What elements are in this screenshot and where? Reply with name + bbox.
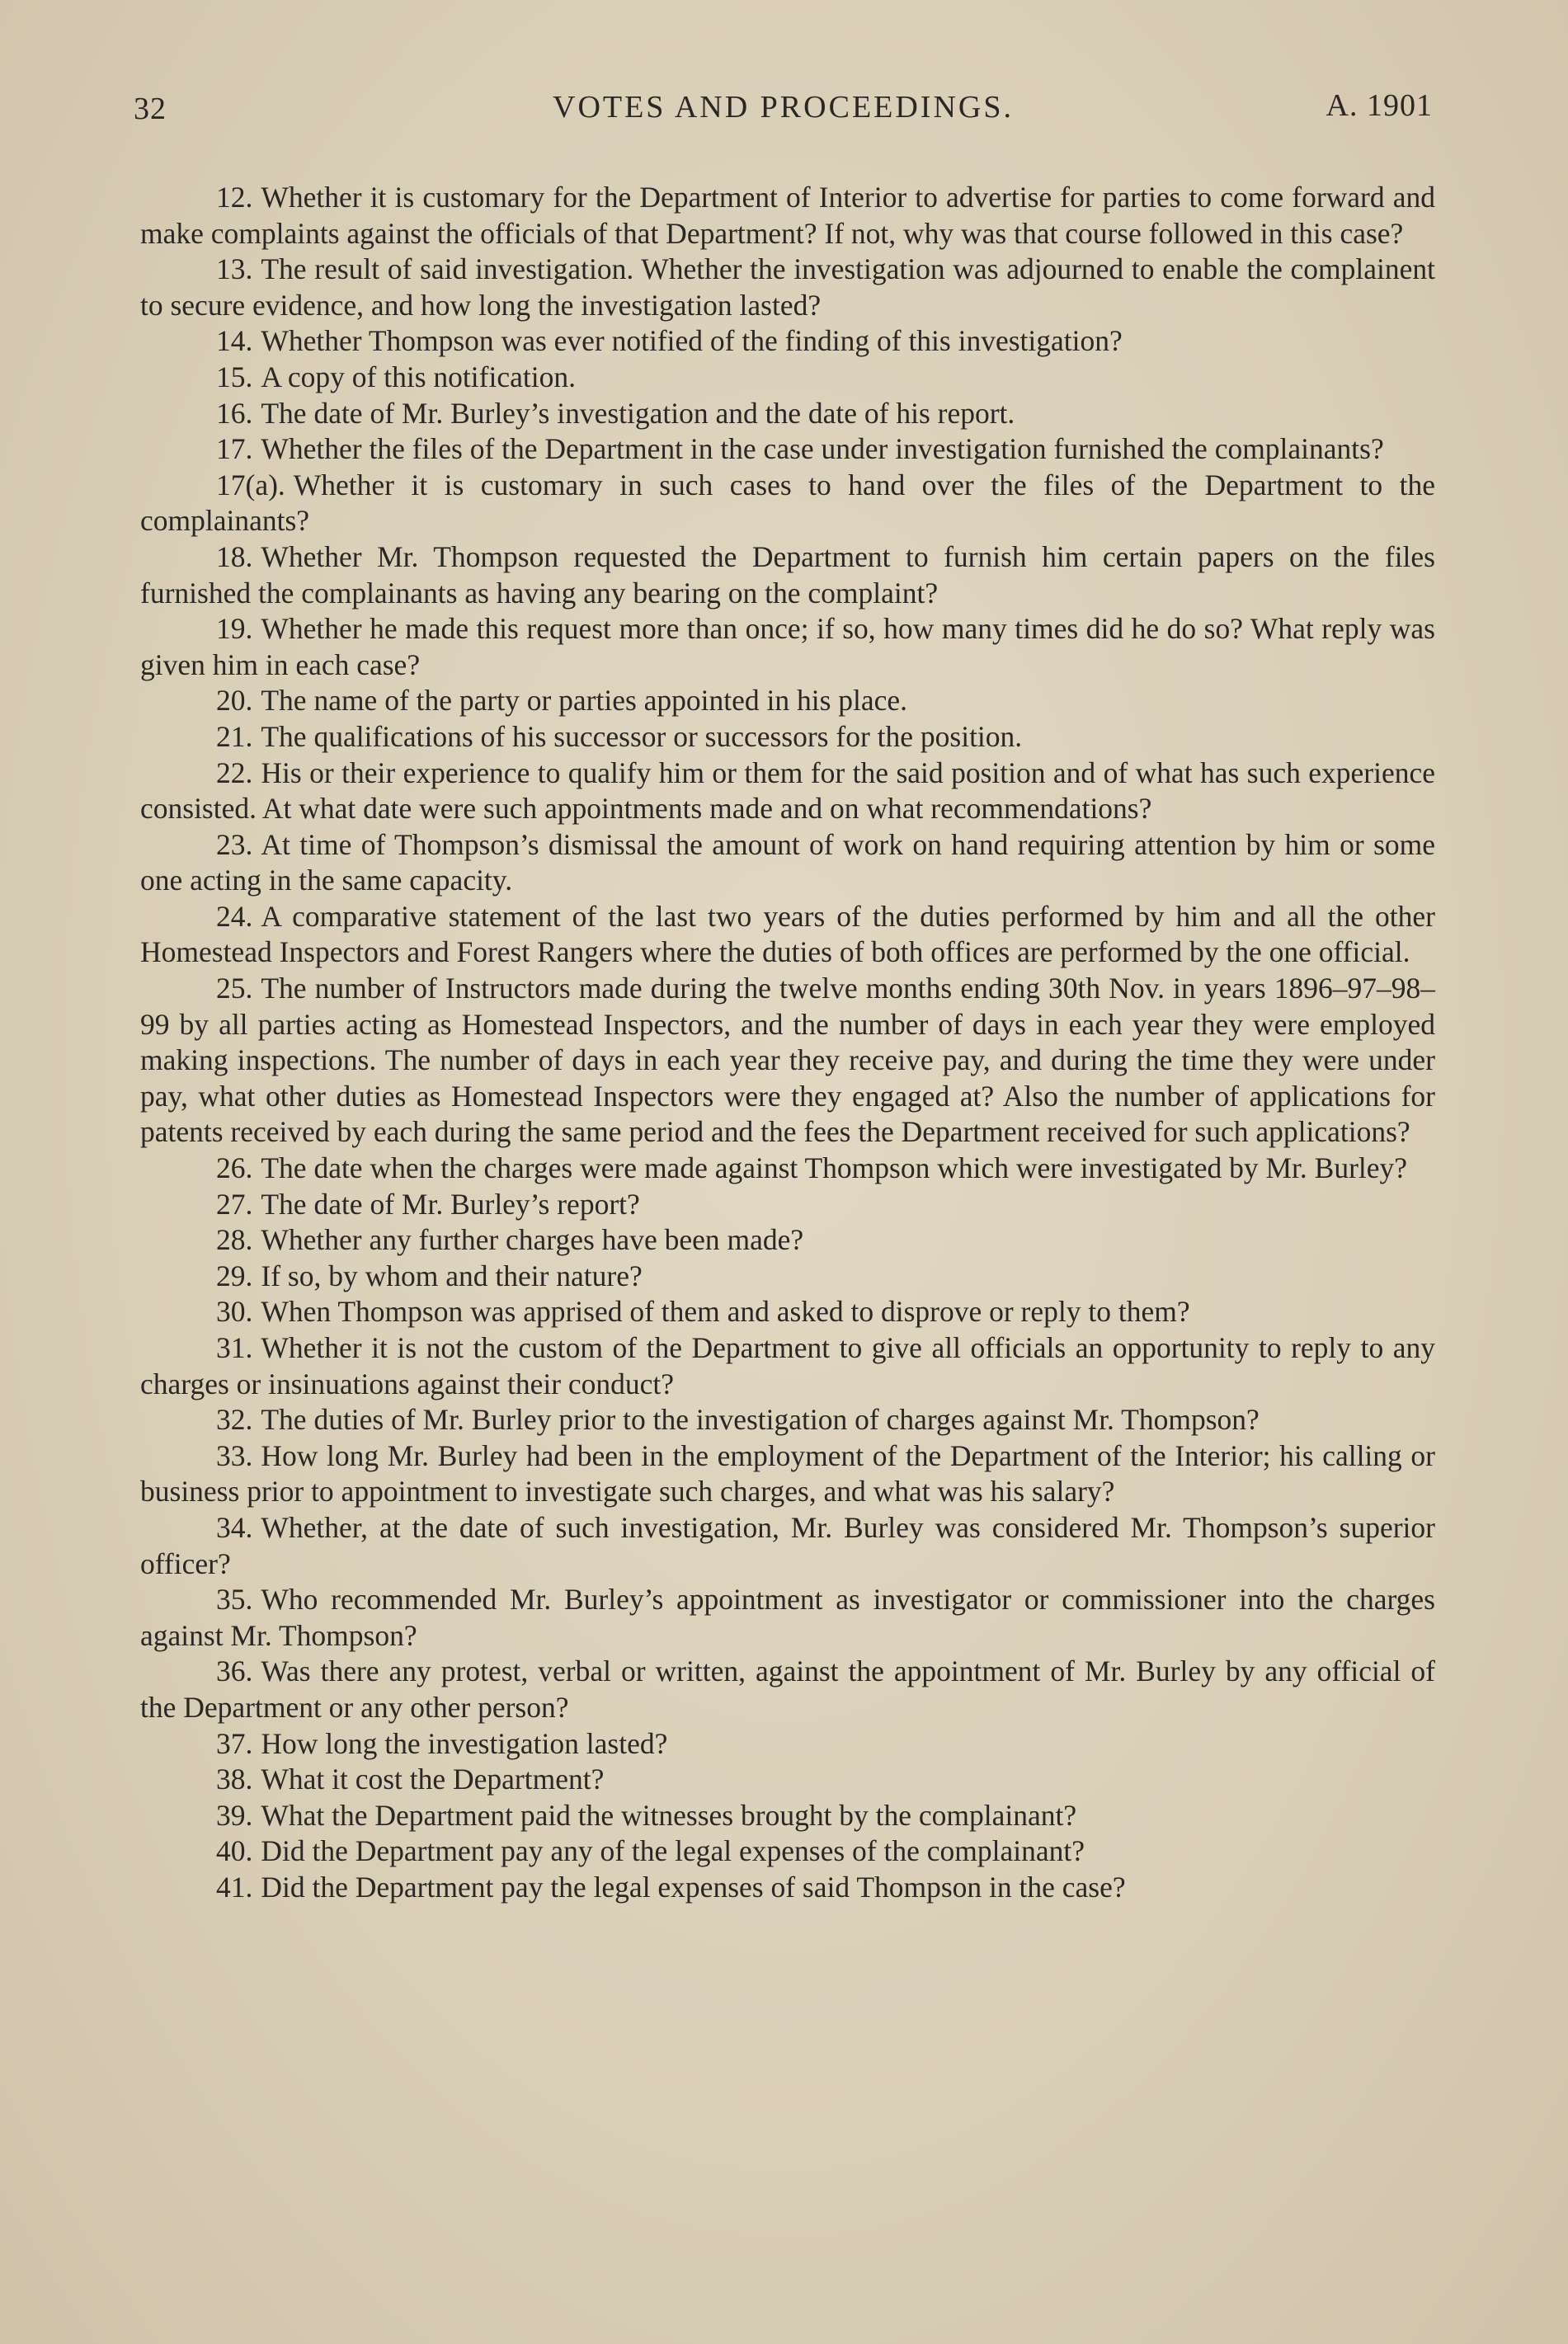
question-number: 33. xyxy=(216,1438,253,1472)
question-item xyxy=(140,719,1435,755)
question-number: 22. xyxy=(216,755,253,789)
question-item xyxy=(140,396,1435,432)
question-text: What it cost the Department? xyxy=(261,1763,605,1796)
question-text: Whether, at the date of such investigation, Mr. Burley was considered Mr. Thompson’s superior officer? xyxy=(140,1510,1435,1580)
question-item xyxy=(140,1438,1435,1510)
question-text: The number of Instructors made during the twelve months ending 30th Nov. in years 1896–97–98–99 by all parties acting as Homestead Inspectors, and the number of days in each year they were employed making inspections. The number of days in each year they receive pay, and during the time they were under pay, what other duties as Homestead Inspectors were they engaged at? Also the number of applications for patents received by each during the same period and the fees the Department received for such applications? xyxy=(140,972,1435,1149)
question-number: 16. xyxy=(216,396,253,430)
question-text: A copy of this notification. xyxy=(261,360,576,393)
question-number: 12. xyxy=(216,181,253,214)
question-number: 26. xyxy=(216,1151,253,1185)
question-item xyxy=(140,1833,1435,1870)
question-text: How long the investigation lasted? xyxy=(261,1726,668,1760)
question-text: A comparative statement of the last two years of the duties performed by him and all the other Homestead Inspectors and Forest Rangers where the duties of both offices are performed by the one official. xyxy=(140,899,1435,969)
question-text: Whether any further charges have been made? xyxy=(261,1223,804,1257)
question-item xyxy=(140,755,1435,827)
question-number: 37. xyxy=(216,1726,253,1760)
question-number: 20. xyxy=(216,684,253,718)
question-item xyxy=(140,1870,1435,1906)
question-item xyxy=(140,1294,1435,1330)
question-number: 14. xyxy=(216,324,253,358)
question-item xyxy=(140,611,1435,683)
question-number: 24. xyxy=(216,899,253,933)
question-item xyxy=(140,1330,1435,1402)
question-item xyxy=(140,1762,1435,1798)
question-item xyxy=(140,1151,1435,1187)
question-number: 34. xyxy=(216,1510,253,1544)
question-number: 29. xyxy=(216,1259,253,1292)
running-title: VOTES AND PROCEEDINGS. xyxy=(553,90,1014,125)
question-number: 15. xyxy=(216,360,253,393)
question-number: 19. xyxy=(216,612,253,646)
page-number: 32 xyxy=(134,92,167,126)
question-text: The qualifications of his successor or successors for the position. xyxy=(261,719,1023,753)
question-number: 38. xyxy=(216,1763,253,1796)
question-number: 40. xyxy=(216,1834,253,1868)
question-text: Whether he made this request more than once; if so, how many times did he do so? What reply was given him in each case? xyxy=(140,612,1435,681)
question-text: His or their experience to qualify him or them for the said position and of what has such experience consisted. At what date were such appointments made and on what recommendations? xyxy=(140,755,1435,826)
question-text: Was there any protest, verbal or written, against the appointment of Mr. Burley by any official of the Department or any other person? xyxy=(140,1654,1435,1724)
question-number: 17(a). xyxy=(216,468,285,501)
question-text: The date when the charges were made against Thompson which were investigated by Mr. Burley? xyxy=(261,1151,1408,1185)
question-item xyxy=(140,1654,1435,1725)
question-text: The result of said investigation. Whether the investigation was adjourned to enable the complainent to secure evidence, and how long the investigation lasted? xyxy=(140,252,1435,322)
question-item xyxy=(140,827,1435,899)
question-number: 35. xyxy=(216,1583,253,1617)
question-number: 18. xyxy=(216,539,253,573)
question-item xyxy=(140,1726,1435,1763)
question-item xyxy=(140,683,1435,719)
question-item xyxy=(140,539,1435,611)
question-number: 39. xyxy=(216,1798,253,1832)
question-item xyxy=(140,360,1435,396)
question-item xyxy=(140,971,1435,1151)
question-item xyxy=(140,1187,1435,1223)
question-item xyxy=(140,180,1435,252)
question-number: 30. xyxy=(216,1295,253,1329)
question-item xyxy=(140,468,1435,539)
question-number: 28. xyxy=(216,1223,253,1257)
question-number: 41. xyxy=(216,1870,253,1904)
question-text: Whether Mr. Thompson requested the Department to furnish him certain papers on the files furnished the complainants as having any bearing on the complaint? xyxy=(140,539,1435,610)
question-item xyxy=(140,1798,1435,1834)
question-text: How long Mr. Burley had been in the employment of the Department of the Interior; his calling or business prior to appointment to investigate such charges, and what was his salary? xyxy=(140,1438,1435,1509)
question-number: 27. xyxy=(216,1187,253,1221)
question-item xyxy=(140,1259,1435,1295)
year-reference: A. 1901 xyxy=(1326,88,1433,123)
question-number: 32. xyxy=(216,1403,253,1437)
question-number: 25. xyxy=(216,972,253,1005)
question-text: If so, by whom and their nature? xyxy=(261,1259,643,1292)
question-number: 31. xyxy=(216,1331,253,1364)
question-text: When Thompson was apprised of them and asked to disprove or reply to them? xyxy=(261,1295,1190,1329)
question-number: 36. xyxy=(216,1654,253,1688)
question-list xyxy=(140,180,1435,1906)
question-text: The date of Mr. Burley’s report? xyxy=(261,1187,640,1221)
question-text: At time of Thompson’s dismissal the amount of work on hand requiring attention by him or some one acting in the same capacity. xyxy=(140,827,1435,897)
question-text: The name of the party or parties appointed in his place. xyxy=(261,684,908,718)
question-text: Whether the files of the Department in the case under investigation furnished the complainants? xyxy=(261,432,1384,466)
question-text: Whether Thompson was ever notified of the finding of this investigation? xyxy=(261,324,1123,358)
question-item xyxy=(140,323,1435,360)
question-item xyxy=(140,899,1435,971)
question-item xyxy=(140,252,1435,323)
question-text: Whether it is customary in such cases to hand over the files of the Department to the complainants? xyxy=(140,468,1435,538)
question-text: Who recommended Mr. Burley’s appointment as investigator or commissioner into the charges against Mr. Thompson? xyxy=(140,1583,1435,1652)
question-text: Did the Department pay the legal expenses of said Thompson in the case? xyxy=(261,1870,1126,1904)
question-number: 21. xyxy=(216,719,253,753)
question-text: The date of Mr. Burley’s investigation and the date of his report. xyxy=(261,396,1015,430)
page-header xyxy=(134,82,1433,132)
question-text: Did the Department pay any of the legal expenses of the complainant? xyxy=(261,1834,1085,1868)
question-text: The duties of Mr. Burley prior to the investigation of charges against Mr. Thompson? xyxy=(261,1403,1260,1437)
question-number: 17. xyxy=(216,432,253,466)
question-item xyxy=(140,1222,1435,1259)
question-number: 23. xyxy=(216,827,253,861)
question-text: Whether it is customary for the Department of Interior to advertise for parties to come forward and make complaints against the officials of that Department? If not, why was that course followed in this case? xyxy=(140,181,1435,250)
question-text: What the Department paid the witnesses brought by the complainant? xyxy=(261,1798,1077,1832)
question-item xyxy=(140,431,1435,468)
question-number: 13. xyxy=(216,252,253,286)
question-text: Whether it is not the custom of the Department to give all officials an opportunity to reply to any charges or insinuations against their conduct? xyxy=(140,1331,1435,1400)
question-item xyxy=(140,1582,1435,1654)
question-item xyxy=(140,1510,1435,1582)
question-item xyxy=(140,1402,1435,1438)
